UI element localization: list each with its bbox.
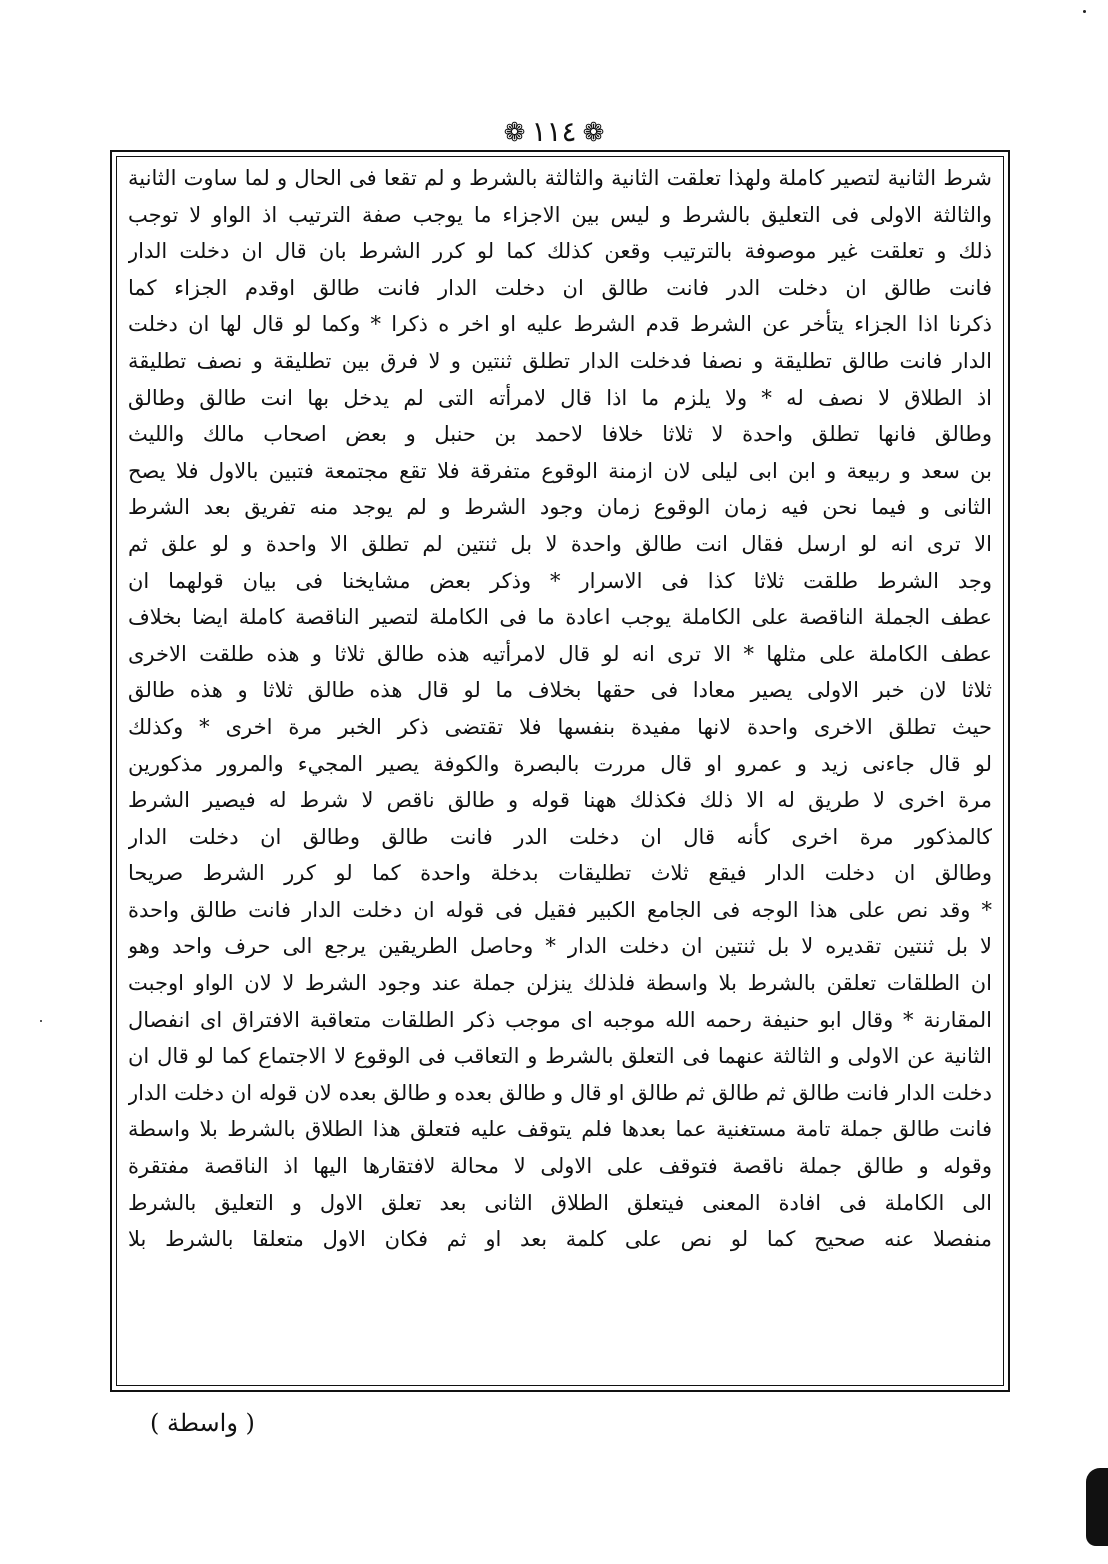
scan-speck <box>1083 10 1086 13</box>
text-line: اذ الطلاق لا نصف له * ولا يلزم ما اذا قال لامرأته التى لم يدخل بها انت طالق وطالق <box>128 385 992 410</box>
text-line: وقوله و طالق جملة ناقصة فتوقف على الاولى لا محالة لافتقارها اليها اذ الناقصة مفتقرة <box>128 1154 992 1179</box>
text-line: ذكرنا اذا الجزاء يتأخر عن الشرط قدم الشرط عليه او اخر ه ذكرا * وكما لو قال لها ان دخلت <box>128 312 992 337</box>
text-line: لو قال جاءنى زيد و عمرو او قال مررت بالبصرة والكوفة يصير المجيء والمرور مذكورين <box>128 751 992 776</box>
text-line: فانت طالق ان دخلت الدر فانت طالق ان دخلت الدار فانت طالق اوقدم الجزاء كما <box>128 275 992 300</box>
text-line: وجد الشرط طلقت ثلاثا كذا فى الاسرار * وذكر بعض مشايخنا فى بيان قولهما ان <box>128 568 992 593</box>
text-line: ذلك و تعلقت غير موصوفة بالترتيب وقعن كذلك كما لو كرر الشرط بان قال ان دخلت الدار <box>128 239 992 264</box>
text-line: دخلت الدار فانت طالق ثم طالق ثم طالق او قال و طالق بعده و طالق بعده لان قوله ان دخلت الدار <box>128 1080 992 1105</box>
text-line: الثانى و فيما نحن فيه زمان الوقوع زمان وجود الشرط و لم يوجد منه تفريق بعد الشرط <box>128 495 992 520</box>
text-line: منفصلا عنه صحيح كما لو نص على كلمة بعد او ثم فكان الاول متعلقا بالشرط بلا <box>128 1227 992 1252</box>
scan-speck <box>40 1020 42 1022</box>
text-line: كالمذكور مرة اخرى كأنه قال ان دخلت الدر فانت طالق وطالق ان دخلت الدار <box>128 824 992 849</box>
page-number-header <box>0 112 1108 153</box>
text-line: * وقد نص على هذا الوجه فى الجامع الكبير فقيل فى قوله ان دخلت الدار فانت طالق واحدة <box>128 897 992 922</box>
text-line: ان الطلقات تعلقن بالشرط بلا واسطة فلذلك ينزلن جملة عند وجود الشرط لا لان الواو اوجبت <box>128 971 992 996</box>
text-line: عطف الكاملة على مثلها * الا ترى انه لو قال لامرأتيه هذه طالق ثلاثا و هذه طلقت الاخرى <box>128 641 992 666</box>
body-text <box>128 160 992 1382</box>
text-line: حيث تطلق الاخرى واحدة لانها مفيدة بنفسها فلا تقتضى ذكر الخبر مرة اخرى * وكذلك <box>128 714 992 739</box>
text-line: مرة اخرى لا طريق له الا ذلك فكذلك ههنا قوله و طالق ناقص لا شرط له فيصير الشرط <box>128 788 992 813</box>
text-line: الثانية عن الاولى و الثالثة عنهما فى التعلق بالشرط و التعاقب فى الوقوع لا الاجتماع كما لو قال ان <box>128 1044 992 1069</box>
scan-edge-shadow <box>1086 1468 1108 1546</box>
ornament-icon: ❁ <box>582 118 605 148</box>
text-line: الا ترى انه لو ارسل فقال انت طالق واحدة لا بل ثنتين لم تطلق الا واحدة و لو علق ثم <box>128 531 992 556</box>
text-line: والثالثة الاولى فى التعليق بالشرط و ليس بين الاجزاء ما يوجب صفة الترتيب اذ الواو لا توجب <box>128 202 992 227</box>
text-line: فانت طالق جملة تامة مستغنية عما بعدها فلم يتوقف عليه فتعلق هذا الطلاق بالشرط بلا واسطة <box>128 1117 992 1142</box>
text-line: المقارنة * وقال ابو حنيفة رحمه الله موجبه اى موجب ذكر الطلقات متعاقبة الافتراق اى انفصال <box>128 1007 992 1032</box>
text-line: وطالق فانها تطلق واحدة لا ثلاثا خلافا لاحمد بن حنبل و بعض اصحاب مالك والليث <box>128 422 992 447</box>
text-line: الدار فانت طالق تطليقة و نصفا فدخلت الدار تطلق ثنتين و لا فرق بين تطليقة و نصف تطليقة <box>128 348 992 373</box>
page-number: ١١٤ <box>531 115 577 148</box>
text-line: لا بل ثنتين تقديره لا بل ثنتين ان دخلت الدار * وحاصل الطريقين يرجع الى حرف واحد وهو <box>128 934 992 959</box>
ornament-icon: ❁ <box>503 118 526 148</box>
text-line: عطف الجملة الناقصة على الكاملة يوجب اعادة ما فى الكاملة لتصير الناقصة كاملة ايضا بخلاف <box>128 605 992 630</box>
text-line: الى الكاملة فى افادة المعنى فيتعلق الطلاق الثانى بعد تعلق الاول و التعليق بالشرط <box>128 1190 992 1215</box>
text-line: ثلاثا لان خبر الاولى يصير معادا فى حقها بخلاف ما لو قال هذه طالق ثلاثا و هذه طالق <box>128 678 992 703</box>
text-line: شرط الثانية لتصير كاملة ولهذا تعلقت الثانية والثالثة بالشرط و لم تقعا فى الحال و لما ساوت الثانية <box>128 166 992 190</box>
catchword: ( واسطة ) <box>150 1409 255 1437</box>
text-line: بن سعد و ربيعة و ابن ابى ليلى لان ازمنة الوقوع متفرقة فلا تقع مجتمعة فتبين بالاول فلا يصح <box>128 458 992 483</box>
text-line: وطالق ان دخلت الدار فيقع ثلاث تطليقات بدخلة واحدة كما لو كرر الشرط صريحا <box>128 861 992 886</box>
